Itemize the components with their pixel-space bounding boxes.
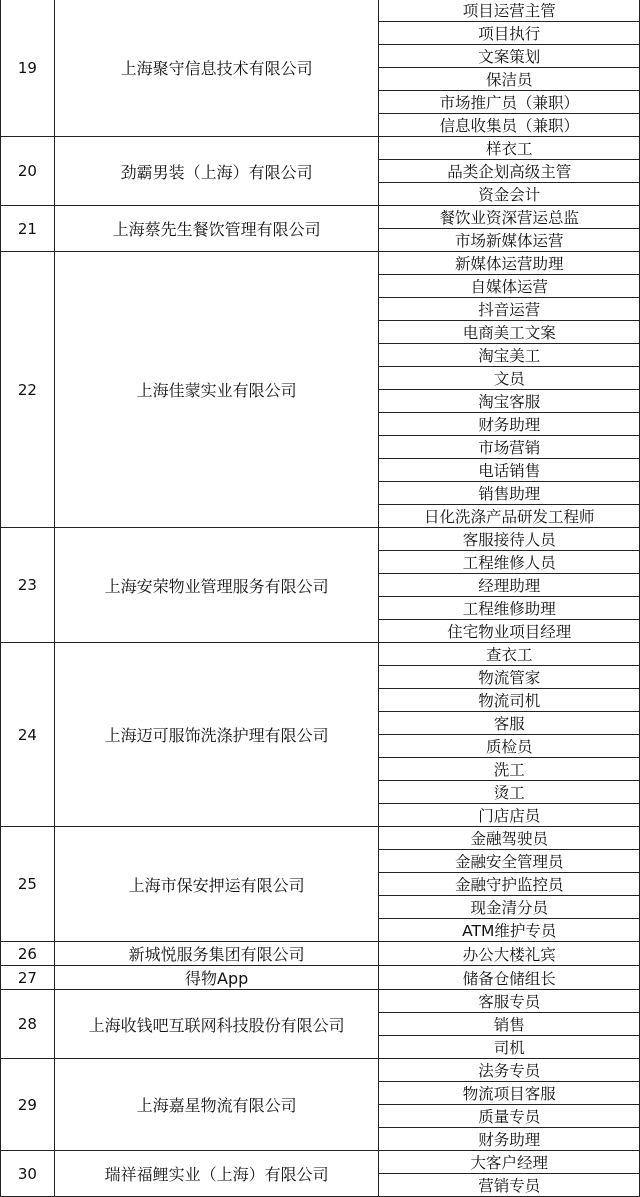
job-title: 市场推广员（兼职）	[379, 91, 640, 114]
job-title: 项目执行	[379, 22, 640, 45]
row-number: 24	[1, 643, 55, 827]
company-name: 上海聚守信息技术有限公司	[54, 0, 379, 137]
job-title: 客服接待人员	[379, 528, 640, 551]
company-name: 上海嘉星物流有限公司	[54, 1059, 379, 1151]
row-number: 28	[1, 990, 55, 1059]
table-row	[1, 206, 640, 229]
job-title: 市场新媒体运营	[379, 229, 640, 252]
job-title: 信息收集员（兼职）	[379, 114, 640, 137]
job-title: 项目运营主管	[379, 0, 640, 22]
row-number: 29	[1, 1059, 55, 1151]
job-title: 电商美工文案	[379, 321, 640, 344]
job-title: 工程维修助理	[379, 597, 640, 620]
table-row	[1, 1151, 640, 1174]
table-row	[1, 942, 640, 966]
job-title: 品类企划高级主管	[379, 160, 640, 183]
table-body	[1, 0, 640, 1197]
job-title: 财务助理	[379, 413, 640, 436]
job-title: 物流项目客服	[379, 1082, 640, 1105]
row-number: 30	[1, 1151, 55, 1197]
job-title: ATM维护专员	[379, 919, 640, 942]
job-title: 门店店员	[379, 804, 640, 827]
table-row	[1, 252, 640, 275]
row-number: 26	[1, 942, 55, 966]
company-name: 上海佳蒙实业有限公司	[54, 252, 379, 528]
job-title: 市场营销	[379, 436, 640, 459]
job-title: 餐饮业资深营运总监	[379, 206, 640, 229]
job-title: 电话销售	[379, 459, 640, 482]
company-name: 劲霸男装（上海）有限公司	[54, 137, 379, 206]
company-name: 得物App	[54, 966, 379, 990]
job-title: 质量专员	[379, 1105, 640, 1128]
row-number: 22	[1, 252, 55, 528]
company-name: 新城悦服务集团有限公司	[54, 942, 379, 966]
job-title: 储备仓储组长	[379, 966, 640, 990]
job-title: 金融安全管理员	[379, 850, 640, 873]
company-name: 上海安荣物业管理服务有限公司	[54, 528, 379, 643]
job-title: 现金清分员	[379, 896, 640, 919]
job-title: 自媒体运营	[379, 275, 640, 298]
job-title: 客服专员	[379, 990, 640, 1013]
row-number: 25	[1, 827, 55, 942]
job-title: 营销专员	[379, 1174, 640, 1197]
job-title: 金融守护监控员	[379, 873, 640, 896]
row-number: 20	[1, 137, 55, 206]
job-title: 新媒体运营助理	[379, 252, 640, 275]
job-title: 司机	[379, 1036, 640, 1059]
table-row	[1, 528, 640, 551]
job-title: 销售助理	[379, 482, 640, 505]
job-title: 淘宝美工	[379, 344, 640, 367]
row-number: 21	[1, 206, 55, 252]
job-title: 客服	[379, 712, 640, 735]
job-title: 住宅物业项目经理	[379, 620, 640, 643]
company-name: 上海收钱吧互联网科技股份有限公司	[54, 990, 379, 1059]
company-name: 上海市保安押运有限公司	[54, 827, 379, 942]
row-number: 19	[1, 0, 55, 137]
job-title: 经理助理	[379, 574, 640, 597]
job-title: 物流管家	[379, 666, 640, 689]
job-title: 销售	[379, 1013, 640, 1036]
table-row	[1, 827, 640, 850]
job-title: 工程维修人员	[379, 551, 640, 574]
job-title: 金融驾驶员	[379, 827, 640, 850]
row-number: 27	[1, 966, 55, 990]
job-title: 查衣工	[379, 643, 640, 666]
job-title: 淘宝客服	[379, 390, 640, 413]
table-row	[1, 643, 640, 666]
company-name: 上海迈可服饰洗涤护理有限公司	[54, 643, 379, 827]
job-title: 洗工	[379, 758, 640, 781]
table-row	[1, 966, 640, 990]
row-number: 23	[1, 528, 55, 643]
job-title: 法务专员	[379, 1059, 640, 1082]
job-title: 样衣工	[379, 137, 640, 160]
table-row	[1, 137, 640, 160]
job-title: 抖音运营	[379, 298, 640, 321]
job-title: 文案策划	[379, 45, 640, 68]
job-title: 保洁员	[379, 68, 640, 91]
job-title: 烫工	[379, 781, 640, 804]
job-title: 办公大楼礼宾	[379, 942, 640, 966]
job-title: 质检员	[379, 735, 640, 758]
company-name: 瑞祥福鲤实业（上海）有限公司	[54, 1151, 379, 1197]
job-title: 日化洗涤产品研发工程师	[379, 505, 640, 528]
company-name: 上海蔡先生餐饮管理有限公司	[54, 206, 379, 252]
job-title: 文员	[379, 367, 640, 390]
job-title: 大客户经理	[379, 1151, 640, 1174]
table-row	[1, 0, 640, 22]
job-title: 财务助理	[379, 1128, 640, 1151]
table-row	[1, 990, 640, 1013]
table-row	[1, 1059, 640, 1082]
job-title: 物流司机	[379, 689, 640, 712]
job-title: 资金会计	[379, 183, 640, 206]
